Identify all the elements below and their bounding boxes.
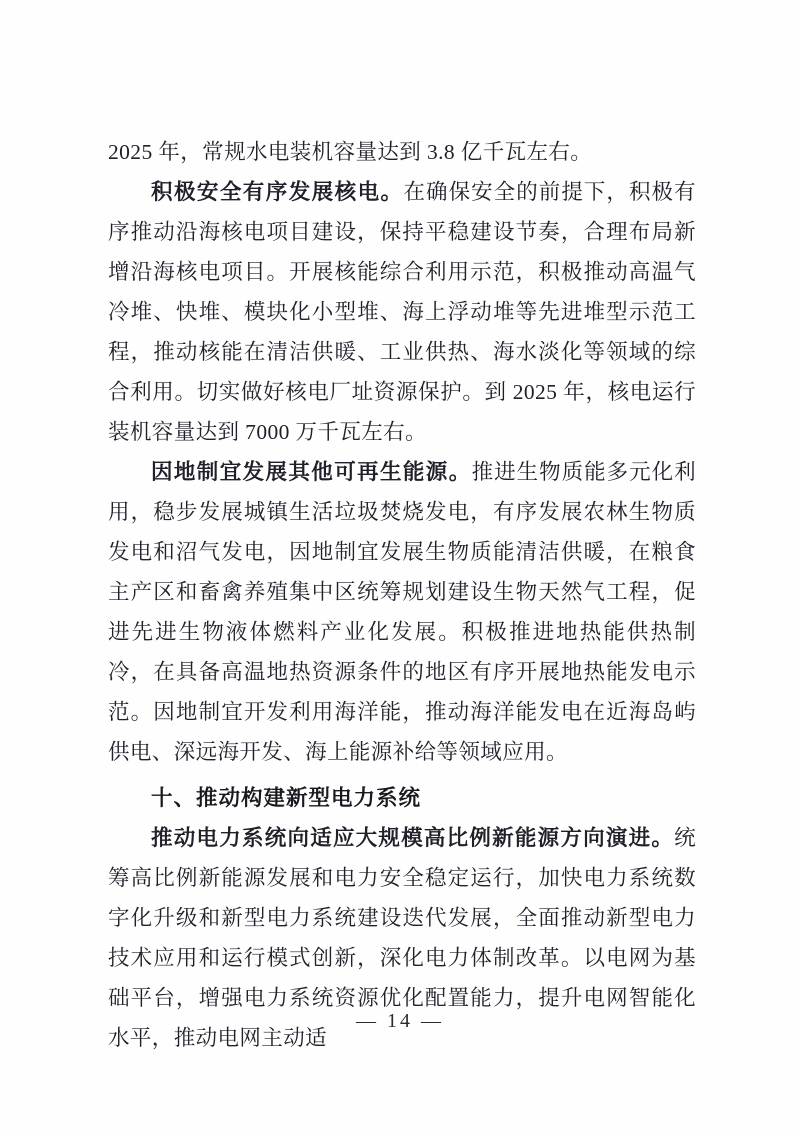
section-heading: 十、推动构建新型电力系统 — [151, 786, 422, 810]
paragraph-text: 推进生物质能多元化利用，稳步发展城镇生活垃圾焚烧发电，有序发展农林生物质发电和沼气发电，因地制宜发展生物质能清洁供暖，在粮食主产区和畜禽养殖集中区统筹规划建设生物天然气工程，促进先进生物液体燃料产业化发展。积极推进地热能供热制冷，在具备高温地热资源条件的地区有序开展地热能发电示范。因地制宜开发利用海洋能，推动海洋能发电在近海岛屿供电、深远海开发、海上能源补给等领域应用。 — [108, 460, 696, 764]
paragraph-lead: 推动电力系统向适应大规模高比例新能源方向演进。 — [151, 826, 675, 850]
paragraph-lead: 积极安全有序发展核电。 — [151, 180, 404, 204]
page-number: — 14 — — [356, 1010, 444, 1032]
paragraph-nuclear — [108, 172, 696, 452]
paragraph-other-renewables — [108, 452, 696, 772]
paragraph-text: 统筹高比例新能源发展和电力安全稳定运行，加快电力系统数字化升级和新型电力系统建设迭代发展，全面推动新型电力技术应用和运行模式创新，深化电力体制改革。以电网为基础平台，增强电力系统资源优化配置能力，提升电网智能化水平，推动电网主动适 — [108, 826, 696, 1050]
paragraph-text: 2025 年，常规水电装机容量达到 3.8 亿千瓦左右。 — [108, 140, 593, 164]
page-body — [108, 132, 696, 1058]
paragraph-hydro-tail — [108, 132, 696, 172]
paragraph-lead: 因地制宜发展其他可再生能源。 — [151, 460, 472, 484]
paragraph-text: 在确保安全的前提下，积极有序推动沿海核电项目建设，保持平稳建设节奏，合理布局新增沿海核电项目。开展核能综合利用示范，积极推动高温气冷堆、快堆、模块化小型堆、海上浮动堆等先进堆型示范工程，推动核能在清洁供暖、工业供热、海水淡化等领域的综合利用。切实做好核电厂址资源保护。到 2025 年，核电运行装机容量达到 7000 万千瓦左右。 — [108, 180, 696, 444]
